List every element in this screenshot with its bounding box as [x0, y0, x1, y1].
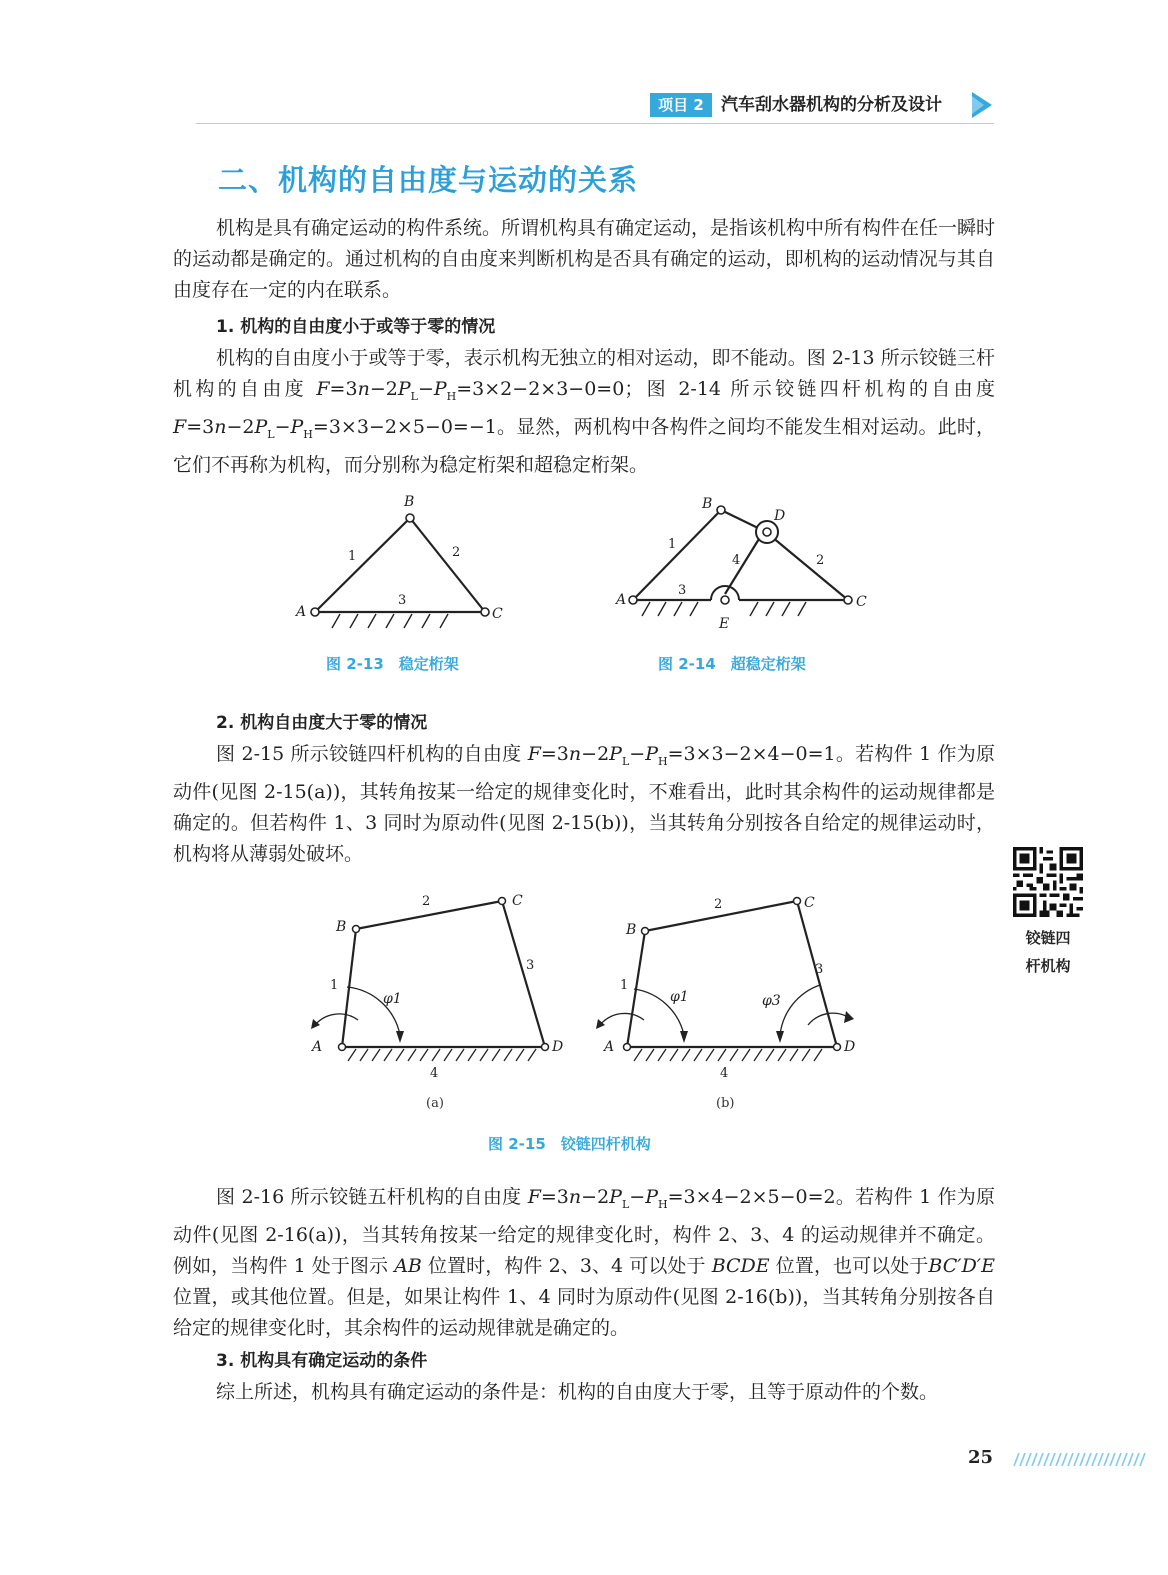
fig15a-label-A: A: [312, 1039, 323, 1055]
sub3-paragraph: [173, 1377, 995, 1408]
sub3-text: 综上所述，机构具有确定运动的条件是：机构的自由度大于零，且等于原动件的个数。: [216, 1381, 939, 1403]
fig15a-phi1: φ1: [383, 991, 402, 1007]
fig15b-label-D: D: [844, 1039, 856, 1055]
fig13-label-B: B: [404, 494, 415, 510]
sub2-paragraph: 图 2-15 所示铰链四杆机构的自由度 $F=3n-2P_L-P_H=3\times 3-2\times 4-0=1$。若构件 1 作为原动件(见图 2-15(a))，其转角按某一给定的规律变化时，不难看出，此时其余构件的运动规律都是确定的。但若构件 1、3 同时为原动件(见图 2-15(b))，当其转角分别按各自给定的规律运动时，机构将从薄弱处破坏。: [173, 743, 996, 865]
fig15b-num-4: 4: [720, 1066, 729, 1081]
sub2-text-a: 图 2-15 所示铰链四杆机构的自由度: [216, 743, 522, 765]
fig15b-label-A: A: [604, 1039, 615, 1055]
qr-label-line2: 杆机构: [1025, 957, 1071, 975]
sub1-text-c: 。显然，两机构中各构件之间均不能发生相对运动。此时，它们不再称为机构，而分别称为稳定桁架和超稳定桁架。: [173, 415, 995, 476]
fig14-label-E: E: [719, 616, 730, 632]
chapter-arrow-icon: [972, 92, 992, 118]
section-title: 二、机构的自由度与运动的关系: [218, 163, 639, 197]
fig15a-num-1: 1: [330, 978, 339, 993]
qr-label-line1: 铰链四: [1025, 929, 1071, 947]
sub2-text-b: 。若构件 1 作为原动件(见图 2-15(a))，其转角按某一给定的规律变化时，不难看出，此时其余构件的运动规律都是确定的。但若构件 1、3 同时为原动件(见图 2-15(b))，当其转角分别按各自给定的规律运动时，机构将从薄弱处破坏。: [173, 743, 996, 865]
para16-text-a: 图 2-16 所示铰链五杆机构的自由度: [216, 1186, 522, 1208]
qr-code[interactable]: [1013, 847, 1083, 917]
fig15a-num-2: 2: [422, 894, 431, 909]
fig14-label-C: C: [856, 594, 867, 610]
subheading-2: 2. 机构自由度大于零的情况: [216, 713, 428, 733]
fig15b-num-3: 3: [815, 962, 824, 977]
para16-BCDE2: BC′D′E: [928, 1254, 995, 1277]
fig14-num-2: 2: [816, 553, 825, 568]
fig13-label-A: A: [296, 604, 307, 620]
fig15b-num-2: 2: [714, 897, 723, 912]
fig15b-label-B: B: [626, 922, 637, 938]
fig13-num-1: 1: [348, 549, 357, 564]
para-2-16: 图 2-16 所示铰链五杆机构的自由度 $F=3n-2P_L-P_H=3\times 4-2\times 5-0=2$。若构件 1 作为原动件(见图 2-16(a))，当其转角按某一给定的规律变化时，构件 2、3、4 的运动规律并不确定。例如，当构件 1 处于图示 AB 位置时，构件 2、3、4 可以处于 BCDE 位置，也可以处于BC′D′E位置，或其他位置。但是，如果让构件 1、4 同时为原动件(见图 2-16(b))，当其转角分别按各自给定的规律变化时，其余构件的运动规律就是确定的。: [173, 1186, 996, 1339]
fig13-caption: 图 2-13 稳定桁架: [326, 655, 459, 673]
figure-2-14: [608, 492, 878, 642]
fig14-label-A: A: [616, 592, 627, 608]
fig15a-label-B: B: [336, 919, 347, 935]
para16-AB: AB: [394, 1254, 422, 1277]
fig15b-sublabel: (b): [716, 1096, 735, 1111]
figure-2-13: [290, 492, 520, 642]
fig14-num-1: 1: [668, 537, 677, 552]
figure-2-15b: [592, 885, 872, 1085]
fig15b-label-C: C: [804, 895, 815, 911]
fig15b-phi3: φ3: [762, 993, 781, 1009]
figure-2-15a: [300, 885, 580, 1085]
header-rule: [196, 123, 994, 124]
chapter-title: 汽车刮水器机构的分析及设计: [721, 95, 942, 115]
qr-code-icon: [1013, 847, 1083, 917]
fig15b-phi1: φ1: [670, 989, 689, 1005]
fig14-caption: 图 2-14 超稳定桁架: [658, 655, 806, 673]
para16-formula: 3×4−2×5−0=2: [683, 1186, 836, 1208]
sub1-text-b: ；图 2-14 所示铰链四杆机构的自由度: [624, 378, 995, 400]
para16-text-c: 位置时，构件 2、3、4 可以处于: [428, 1254, 706, 1277]
chapter-tag: 项目 2: [650, 93, 712, 117]
fig14-label-B: B: [702, 496, 713, 512]
fig15a-num-3: 3: [526, 958, 535, 973]
sub1-paragraph: 机构的自由度小于或等于零，表示机构无独立的相对运动，即不能动。图 2-13 所示铰链三杆机构的自由度 $F=3n-2P_L-P_H=3\times 2-2\times 3-0=0$；图 2-14 所示铰链四杆机构的自由度 $F=3n-2P_L-P_H=3\times 3-2\times 5-0=-1$。显然，两机构中各构件之间均不能发生相对运动。此时，它们不再称为机构，而分别称为稳定桁架和超稳定桁架。: [173, 347, 995, 476]
para16-text-b: 。若构件 1 作为原动件(见图 2-16(a))，当其转角按某一给定的规律变化时，构件 2、3、4 的运动规律并不确定。例如，当构件 1 处于图示: [173, 1186, 996, 1277]
subheading-1: 1. 机构的自由度小于或等于零的情况: [216, 317, 496, 337]
fig15a-label-C: C: [512, 893, 523, 909]
fig13-num-3: 3: [398, 593, 407, 608]
intro-paragraph: [173, 213, 995, 306]
page-number: 25: [968, 1447, 994, 1468]
sub2-formula: 3×3−2×4−0=1: [683, 743, 836, 765]
sub1-text-a: 机构的自由度小于或等于零，表示机构无独立的相对运动，即不能动。图 2-13 所示铰链三杆机构的自由度: [173, 347, 995, 400]
subheading-3: 3. 机构具有确定运动的条件: [216, 1351, 428, 1371]
fig14-label-D: D: [774, 508, 786, 524]
para16-text-d: 位置，也可以处于: [775, 1254, 929, 1277]
fig13-label-C: C: [492, 606, 503, 622]
fig15a-num-4: 4: [430, 1066, 439, 1081]
fig14-num-4: 4: [732, 553, 741, 568]
fig15b-num-1: 1: [620, 978, 629, 993]
sub1-formula-a: 3×2−2×3−0=0: [472, 378, 625, 400]
page-stripes-decoration: [1010, 1451, 1150, 1464]
fig15-caption: 图 2-15 铰链四杆机构: [488, 1135, 651, 1153]
fig15a-label-D: D: [552, 1039, 564, 1055]
para16-BCDE: BCDE: [711, 1254, 770, 1277]
fig14-num-3: 3: [678, 583, 687, 598]
sub1-formula-b: 3×3−2×5−0=−1: [328, 415, 497, 438]
fig13-num-2: 2: [452, 545, 461, 560]
para16-text-e: 位置，或其他位置。但是，如果让构件 1、4 同时为原动件(见图 2-16(b))，当其转角分别按各自给定的规律变化时，其余构件的运动规律就是确定的。: [173, 1285, 995, 1339]
intro-text: 机构是具有确定运动的构件系统。所谓机构具有确定运动，是指该机构中所有构件在任一瞬时的运动都是确定的。通过机构的自由度来判断机构是否具有确定的运动，即机构的运动情况与其自由度存在一定的内在联系。: [173, 217, 996, 301]
fig15a-sublabel: (a): [426, 1096, 444, 1111]
